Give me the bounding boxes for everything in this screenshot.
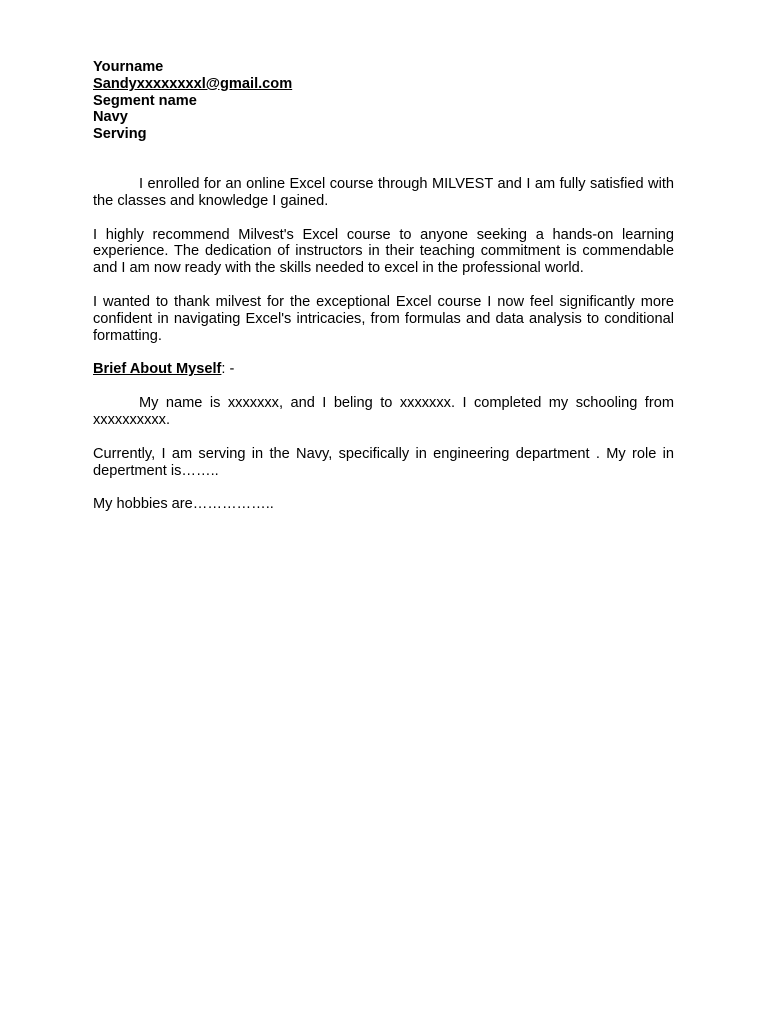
sender-name: Yourname: [93, 59, 164, 75]
about-title: Brief About Myself: [93, 361, 222, 378]
body-paragraph-1: I enrolled for an online Excel course through MILVEST and I am fully satisfied with the classes and knowledge I gained.: [93, 175, 674, 209]
about-heading: [93, 361, 674, 378]
sender-details: [93, 59, 674, 143]
body-paragraph-2: I highly recommend Milvest's Excel course to anyone seeking a hands-on learning experience. The dedication of instructors in their teaching commitment is commendable and I am now ready with the skills needed to excel in the professional world.: [93, 226, 674, 277]
about-title-suffix: : -: [221, 361, 235, 378]
sender-service: Navy: [93, 109, 128, 126]
body-paragraph-3: I wanted to thank milvest for the exceptional Excel course I now feel significantly more confident in navigating Excel's intricacies, from formulas and data analysis to conditional formatting.: [93, 293, 674, 344]
sender-status: Serving: [93, 126, 147, 143]
document-page: [93, 59, 674, 513]
sender-segment: Segment name: [93, 92, 197, 109]
about-paragraph-1: My name is xxxxxxx, and I beling to xxxxxxx. I completed my schooling from xxxxxxxxxx.: [93, 395, 674, 428]
about-paragraph-2: Currently, I am serving in the Navy, specifically in engineering department . My role in depertment is……..: [93, 445, 674, 479]
about-paragraph-3: My hobbies are……………..: [93, 496, 274, 513]
sender-email: Sandyxxxxxxxxl@gmail.com: [93, 75, 293, 92]
